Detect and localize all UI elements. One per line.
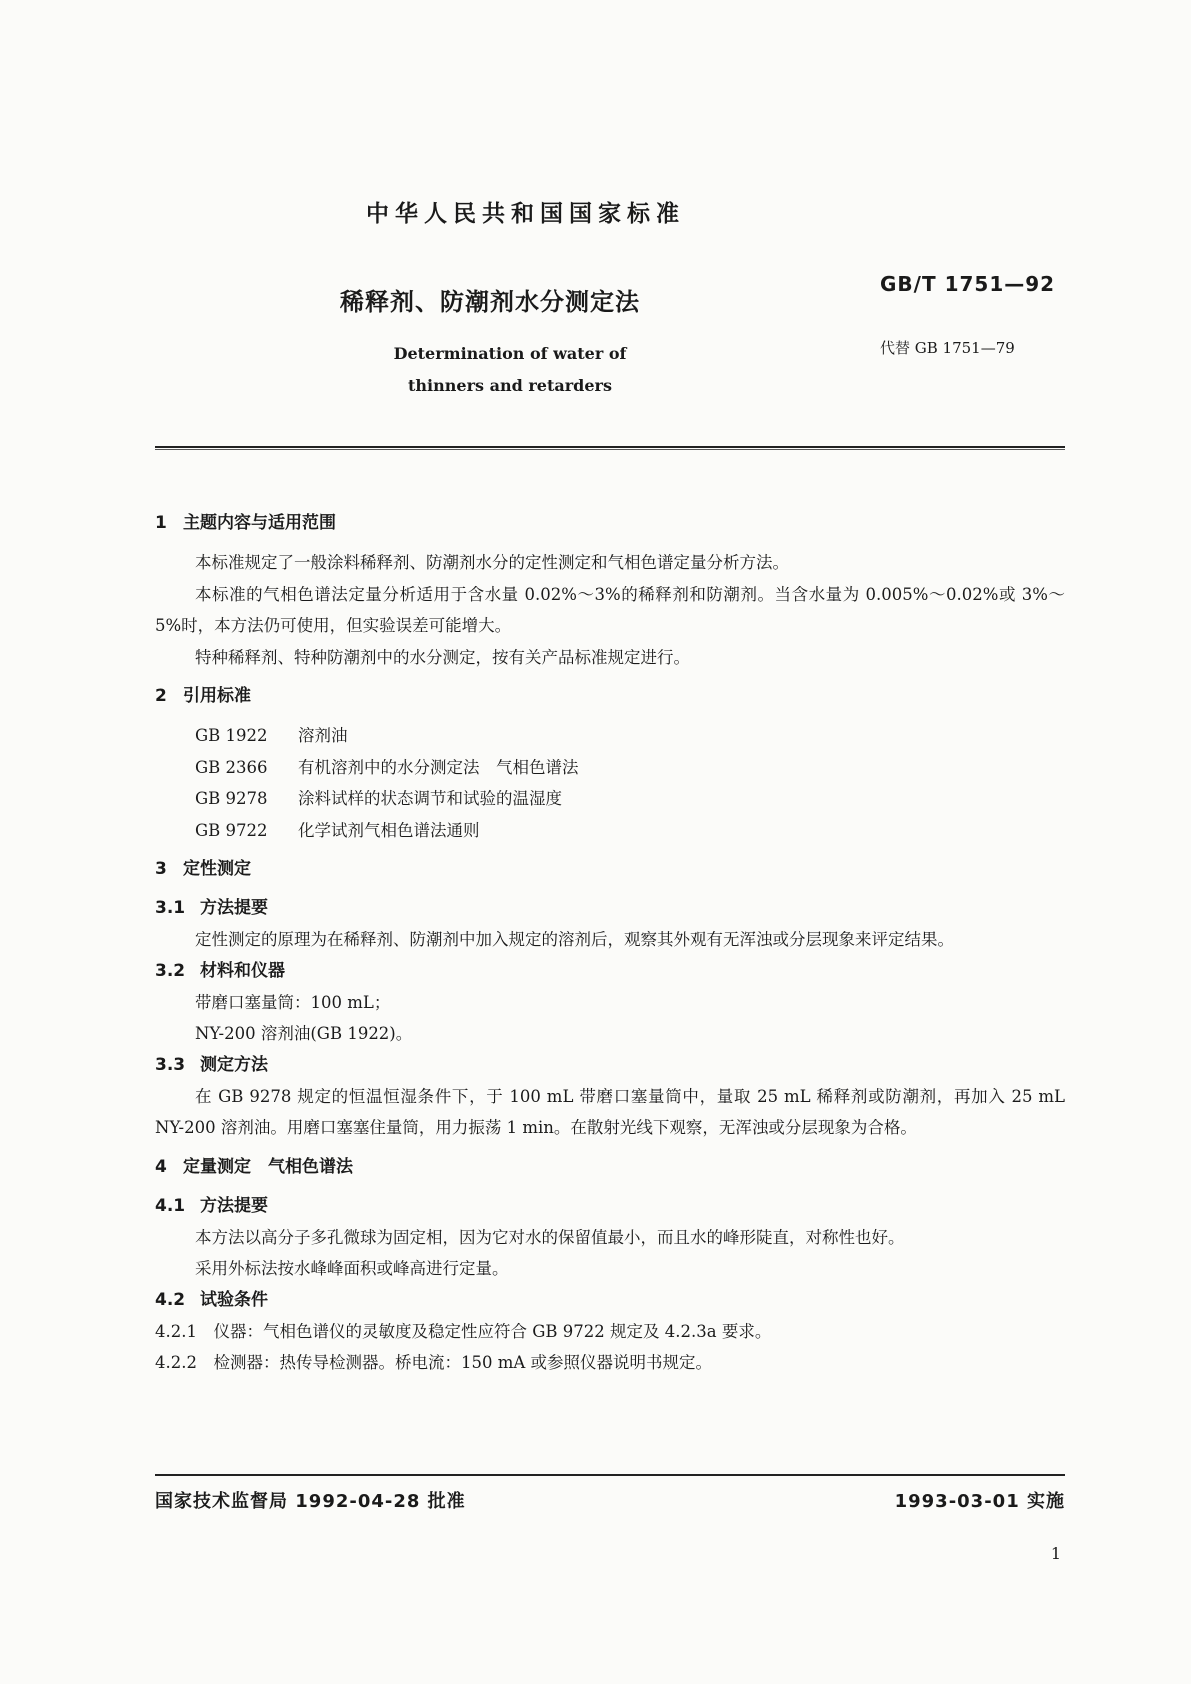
replaces-standard: 代替 GB 1751—79: [880, 339, 1015, 357]
subsection-title: 试验条件: [200, 1289, 268, 1310]
reference-code: GB 2366: [195, 757, 268, 777]
reference-code: GB 9722: [195, 820, 268, 840]
reference-name: 化学试剂气相色谱法通则: [298, 820, 480, 840]
reference-item: [155, 815, 1065, 847]
footer-divider: [155, 1474, 1065, 1476]
section-heading-2: [155, 681, 1065, 712]
section-number: 4: [155, 1156, 167, 1177]
subsection-number: 4.2: [155, 1289, 186, 1310]
reference-name: 涂料试样的状态调节和试验的温湿度: [298, 789, 562, 808]
effective-date: 1993-03-01 实施: [894, 1491, 1065, 1512]
section-title: 定量测定 气相色谱法: [183, 1156, 353, 1177]
reference-code: GB 1922: [195, 726, 268, 745]
reference-name: 有机溶剂中的水分测定法 气相色谱法: [298, 757, 579, 777]
subsection-title: 测定方法: [200, 1054, 268, 1075]
reference-name: 溶剂油: [298, 726, 348, 745]
subsection-number: 4.1: [155, 1195, 186, 1216]
subsection-number: 3.3: [155, 1054, 186, 1075]
section-number: 2: [155, 686, 167, 706]
subsection-number: 3.1: [155, 898, 186, 918]
reference-code: GB 9278: [195, 789, 268, 808]
header-divider-thin: [155, 449, 1065, 450]
document-body: [155, 508, 1065, 1379]
reference-item: [155, 720, 1065, 752]
section-number: 1: [155, 513, 167, 533]
paragraph: 定性测定的原理为在稀释剂、防潮剂中加入规定的溶剂后，观察其外观有无浑浊或分层现象来评定结果。: [195, 930, 954, 949]
subsection-heading-4-1: [155, 1191, 1065, 1222]
section-heading-3: [155, 854, 1065, 885]
standard-code: GB/T 1751—92: [880, 272, 1056, 296]
list-item: 带磨口塞量筒：100 mL；: [195, 992, 391, 1012]
approval-line: 国家技术监督局 1992-04-28 批准: [155, 1491, 466, 1512]
title-en-line2: thinners and retarders: [408, 376, 612, 395]
document-title-cn: 稀释剂、防潮剂水分测定法: [340, 288, 640, 316]
subsection-heading-3-2: [155, 956, 1065, 987]
subsection-title: 方法提要: [200, 898, 268, 918]
page-number: 1: [1050, 1544, 1061, 1563]
paragraph: 本标准规定了一般涂料稀释剂、防潮剂水分的定性测定和气相色谱定量分析方法。: [195, 553, 789, 572]
paragraph: 本标准的气相色谱法定量分析适用于含水量 0.02%～3%的稀释剂和防潮剂。当含水量为 0.005%～0.02%或 3%～5%时，本方法仍可使用，但实验误差可能增大。: [155, 584, 1065, 635]
subsection-heading-3-1: [155, 893, 1065, 924]
list-item: NY-200 溶剂油(GB 1922)。: [195, 1024, 413, 1043]
subsection-title: 方法提要: [200, 1195, 268, 1216]
reference-item: [155, 783, 1065, 815]
section-heading-4: [155, 1152, 1065, 1183]
subsection-heading-4-2: [155, 1285, 1065, 1316]
paragraph: 在 GB 9278 规定的恒温恒湿条件下，于 100 mL 带磨口塞量筒中，量取 25 mL 稀释剂或防潮剂，再加入 25 mL NY-200 溶剂油。用磨口塞塞住量筒，用力振荡 1 min。在散射光线下观察，无浑浊或分层现象为合格。: [155, 1086, 1065, 1137]
section-title: 主题内容与适用范围: [183, 513, 336, 533]
document-title-en: [340, 338, 680, 402]
subsection-heading-3-3: [155, 1050, 1065, 1081]
clause-4-2-1: 4.2.1 仪器：气相色谱仪的灵敏度及稳定性应符合 GB 9722 规定及 4.2.3a 要求。: [155, 1321, 772, 1341]
section-title: 定性测定: [183, 859, 251, 879]
paragraph: 本方法以高分子多孔微球为固定相，因为它对水的保留值最小，而且水的峰形陡直，对称性也好。: [195, 1227, 905, 1247]
national-standard-heading: 中华人民共和国国家标准: [366, 201, 685, 227]
paragraph: 采用外标法按水峰峰面积或峰高进行定量。: [195, 1259, 509, 1278]
header-divider: [155, 446, 1065, 448]
title-en-line1: Determination of water of: [393, 344, 627, 363]
subsection-title: 材料和仪器: [200, 960, 285, 981]
section-number: 3: [155, 859, 167, 879]
paragraph: 特种稀释剂、特种防潮剂中的水分测定，按有关产品标准规定进行。: [195, 647, 690, 667]
clause-4-2-2: 4.2.2 检测器：热传导检测器。桥电流：150 mA 或参照仪器说明书规定。: [155, 1353, 713, 1372]
reference-item: [155, 752, 1065, 784]
section-heading-1: [155, 508, 1065, 539]
subsection-number: 3.2: [155, 960, 186, 981]
section-title: 引用标准: [183, 686, 251, 706]
